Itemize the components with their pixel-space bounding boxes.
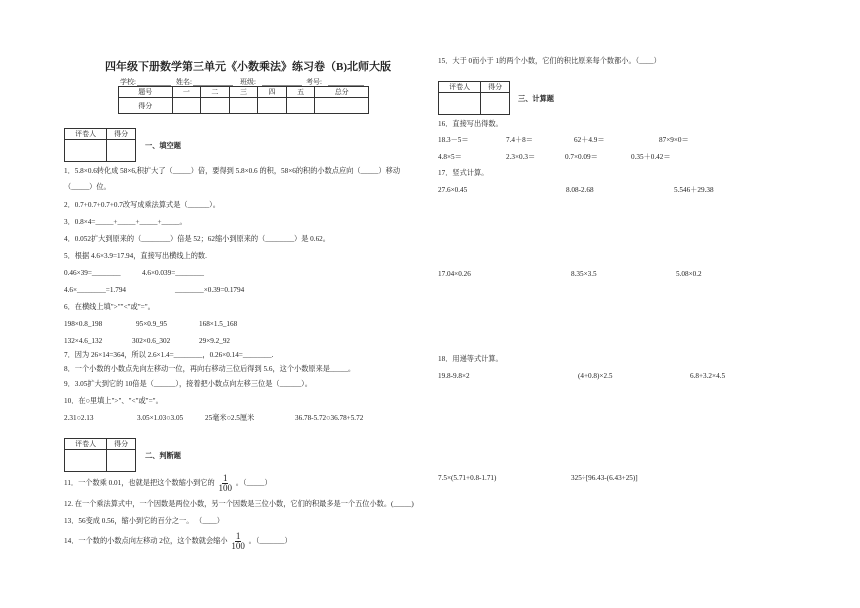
score-row-label: 得分 <box>119 98 173 114</box>
stepwise-calc-item: 6.8+3.2×4.5 <box>690 372 726 380</box>
grader-score-cell[interactable] <box>107 140 136 162</box>
question-11 <box>64 472 272 494</box>
score-table-header-row <box>119 87 369 98</box>
calc-item: 87×9×0＝ <box>659 136 689 144</box>
score-table <box>118 86 369 114</box>
fraction-one-hundredth <box>218 474 232 493</box>
question-12: 12. 在一个乘法算式中，一个因数是两位小数，另一个因数是三位小数，它们的积最多是一个五位小数。(_____) <box>64 500 414 508</box>
question-1-line-1: 1．5.8×0.6转化成 58×6,积扩大了（_____）倍，要得到 5.8×0.6 的积，58×6的积的小数点应向（_____）移动 <box>64 167 401 175</box>
question-7: 7．因为 26×14=364，所以 2.6×1.4=________，0.26×0.14=________. <box>64 351 274 359</box>
question-18: 18．用递等式计算。 <box>438 355 503 363</box>
question-14 <box>64 530 292 552</box>
name-label: 姓名: <box>176 78 192 86</box>
vertical-calc-item: 5.08×0.2 <box>676 270 702 278</box>
grader-score-cell[interactable] <box>481 93 510 115</box>
question-5-item: ________×0.39=0.1794 <box>175 286 245 294</box>
score-header-cell: 一 <box>172 87 201 98</box>
question-6-item: 29×9.2_92 <box>199 337 231 345</box>
number-label: 考号: <box>306 78 322 86</box>
calc-item: 7.4＋8＝ <box>506 136 533 144</box>
vertical-calc-item: 8.08-2.68 <box>566 186 594 194</box>
grader-score-label: 得分 <box>107 129 136 140</box>
score-cell[interactable] <box>172 98 201 114</box>
calc-item: 2.3×0.3＝ <box>506 153 536 161</box>
score-header-cell: 三 <box>229 87 258 98</box>
question-10-item: 25毫米○2.5厘米 <box>205 414 255 422</box>
score-header-cell: 总分 <box>315 87 369 98</box>
stepwise-calc-item: 325÷[96.43-(6.43+25)] <box>571 474 638 482</box>
score-header-cell: 题号 <box>119 87 173 98</box>
question-6-item: 95×0.9_95 <box>136 320 168 328</box>
calc-item: 62＋4.9＝ <box>574 136 605 144</box>
question-15: 15．大于 0而小于 1的两个小数，它们的积比原来每个数都小。（____） <box>438 57 661 65</box>
score-cell[interactable] <box>229 98 258 114</box>
question-1-line-2: （_____）位。 <box>64 183 111 191</box>
question-10-item: 3.05×1.03○3.05 <box>137 414 184 422</box>
grader-reviewer-label: 评卷人 <box>439 82 481 93</box>
vertical-calc-item: 17.04×0.26 <box>438 270 471 278</box>
grader-box-1 <box>64 128 136 162</box>
question-14-text: 14．一个数的小数点向左移动 2位，这个数就会缩小 <box>64 537 228 545</box>
question-6-item: 132×4.6_132 <box>64 337 103 345</box>
class-label: 班级: <box>240 78 256 86</box>
question-2: 2．0.7+0.7+0.7+0.7改写成乘法算式是（______）。 <box>64 201 220 209</box>
grader-box-2 <box>64 438 136 472</box>
calc-item: 0.35＋0.42＝ <box>631 153 671 161</box>
grader-score-label: 得分 <box>481 82 510 93</box>
vertical-calc-item: 5.546＋29.38 <box>674 186 714 194</box>
vertical-calc-item: 27.6×0.45 <box>438 186 468 194</box>
question-3: 3．0.8×4=_____+_____+_____+_____。 <box>64 218 187 226</box>
score-cell[interactable] <box>286 98 315 114</box>
question-4: 4．0.052扩大到原来的（________）倍是 52；62缩小到原来的（________）是 0.62。 <box>64 235 330 243</box>
section-title-fill-blank: 一、填空题 <box>145 142 181 150</box>
question-9: 9．3.05扩大到它的 10倍是（______），接着把小数点向左移三位是（______）。 <box>64 380 312 388</box>
calc-item: 0.7×0.09＝ <box>565 153 598 161</box>
question-5: 5．根据 4.6×3.9=17.94，直接写出横线上的数. <box>64 252 207 260</box>
score-header-cell: 二 <box>201 87 230 98</box>
section-title-calculation: 三、计算题 <box>518 95 554 103</box>
grader-box-3 <box>438 81 510 115</box>
score-cell[interactable] <box>258 98 287 114</box>
question-16: 16．直接写出得数。 <box>438 120 503 128</box>
question-5-item: 0.46×39=________ <box>64 269 121 277</box>
question-11-blank: 。（_____） <box>235 479 272 487</box>
calc-item: 4.8×5＝ <box>438 153 462 161</box>
section-title-true-false: 二、判断题 <box>145 452 181 460</box>
question-6-item: 198×0.8_198 <box>64 320 103 328</box>
grader-score-cell[interactable] <box>107 450 136 472</box>
question-17: 17．竖式计算。 <box>438 169 489 177</box>
question-6: 6．在横线上填">""<"或"="。 <box>64 303 155 311</box>
grader-reviewer-cell[interactable] <box>65 450 107 472</box>
fraction-numerator: 1 <box>222 472 228 483</box>
fraction-denominator: 100 <box>231 540 245 551</box>
stepwise-calc-item: 7.5×(5.71+0.8-1.71) <box>438 474 497 482</box>
grader-score-label: 得分 <box>107 439 136 450</box>
score-cell[interactable] <box>315 98 369 114</box>
score-cell[interactable] <box>201 98 230 114</box>
question-5-item: 4.6×0.039=________ <box>142 269 205 277</box>
score-header-cell: 五 <box>286 87 315 98</box>
question-5-item: 4.6×________=1.794 <box>64 286 127 294</box>
page-title: 四年级下册数学第三单元《小数乘法》练习卷（B)北师大版 <box>105 61 391 73</box>
grader-reviewer-cell[interactable] <box>65 140 107 162</box>
question-14-blank: 。（_______） <box>248 537 292 545</box>
stepwise-calc-item: (4+0.8)×2.5 <box>578 372 613 380</box>
question-10-item: 2.31○2.13 <box>64 414 94 422</box>
fraction-denominator: 100 <box>218 482 232 493</box>
question-11-text: 11．一个数乘 0.01，也就是把这个数缩小到它的 <box>64 479 215 487</box>
fraction-numerator: 1 <box>235 530 241 541</box>
vertical-calc-item: 8.35×3.5 <box>571 270 597 278</box>
question-6-item: 168×1.5_168 <box>199 320 238 328</box>
grader-reviewer-cell[interactable] <box>439 93 481 115</box>
question-13: 13．56变成 0.56，缩小到它的百分之一。 （____） <box>64 517 224 525</box>
fraction-one-hundredth <box>231 532 245 551</box>
question-8: 8．一个小数的小数点先向左移动一位，再向右移动三位后得到 5.6，这个小数原来是_____。 <box>64 365 356 373</box>
stepwise-calc-item: 19.8-9.8×2 <box>438 372 470 380</box>
question-10-item: 36.78-5.72○36.78+5.72 <box>295 414 364 422</box>
question-10: 10．在○里填上">"、"<"或"="。 <box>64 397 163 405</box>
question-6-item: 302×0.6_302 <box>132 337 171 345</box>
grader-reviewer-label: 评卷人 <box>65 129 107 140</box>
score-table-score-row <box>119 98 369 114</box>
grader-reviewer-label: 评卷人 <box>65 439 107 450</box>
school-label: 学校: <box>120 78 136 86</box>
calc-item: 18.3－5＝ <box>438 136 469 144</box>
score-header-cell: 四 <box>258 87 287 98</box>
